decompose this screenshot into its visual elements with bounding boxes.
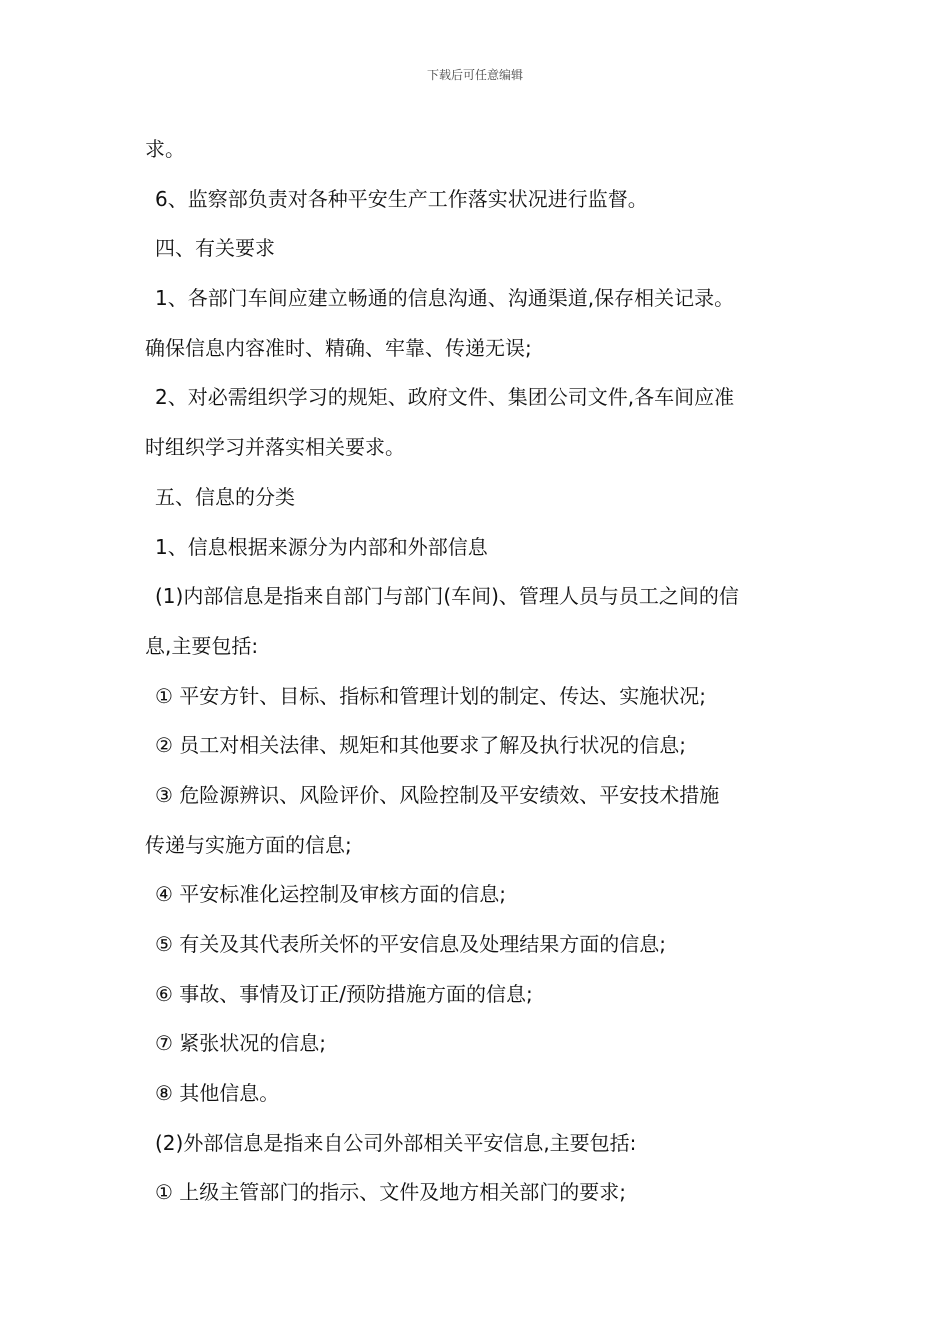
text-line: (2)外部信息是指来自公司外部相关平安信息,主要包括: [155,1130,637,1155]
text-line: ④ 平安标准化运控制及审核方面的信息; [155,882,507,907]
text-line: ⑥ 事故、事情及订正/预防措施方面的信息; [155,981,533,1006]
text-line: 传递与实施方面的信息; [145,832,352,857]
text-line: ⑤ 有关及其代表所关怀的平安信息及处理结果方面的信息; [155,932,667,956]
text-line: 2、对必需组织学习的规矩、政府文件、集团公司文件,各车间应准 [155,385,735,410]
text-line: ① 平安方针、目标、指标和管理计划的制定、传达、实施状况; [155,683,707,708]
text-line: 1、各部门车间应建立畅通的信息沟通、沟通渠道,保存相关记录。 [155,286,735,311]
text-line: ⑧ 其他信息。 [155,1081,280,1106]
text-line: 息,主要包括: [145,633,259,658]
text-line: 6、监察部负责对各种平安生产工作落实状况进行监督。 [155,186,648,211]
text-line: ③ 危险源辨识、风险评价、风险控制及平安绩效、平安技术措施 [155,782,720,807]
text-line: 时组织学习并落实相关要求。 [145,435,405,460]
text-line: 五、信息的分类 [155,484,295,509]
text-line: ① 上级主管部门的指示、文件及地方相关部门的要求; [155,1180,627,1205]
document-body [145,125,815,1218]
text-line: 1、信息根据来源分为内部和外部信息 [155,534,488,559]
text-line: 确保信息内容准时、精确、牢靠、传递无误; [145,335,532,360]
text-line: (1)内部信息是指来自部门与部门(车间)、管理人员与员工之间的信 [155,584,739,609]
text-line: 四、有关要求 [155,236,275,261]
text-line: 求。 [145,137,185,161]
page-header: 下载后可任意编辑 [426,68,523,82]
text-line: ⑦ 紧张状况的信息; [155,1031,327,1056]
text-line: ② 员工对相关法律、规矩和其他要求了解及执行状况的信息; [155,733,687,758]
